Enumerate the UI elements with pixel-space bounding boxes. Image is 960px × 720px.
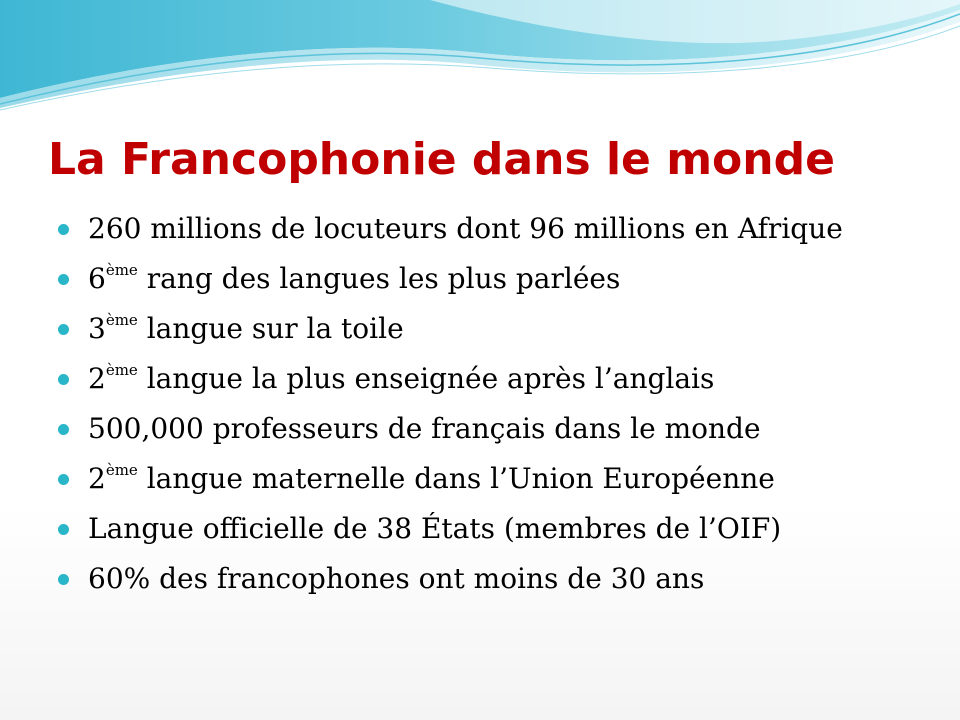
bullet-dot-icon: [58, 324, 69, 335]
bullet-dot-icon: [58, 224, 69, 235]
list-item: [58, 254, 938, 304]
list-item: [58, 304, 938, 354]
slide-title: La Francophonie dans le monde: [48, 134, 835, 185]
list-item: [58, 454, 938, 504]
bullet-text: 2ème langue maternelle dans l’Union Européenne: [88, 461, 775, 495]
list-item: [58, 404, 938, 454]
bullet-list: [58, 204, 938, 604]
bullet-dot-icon: [58, 524, 69, 535]
bullet-text: 500,000 professeurs de français dans le monde: [88, 412, 761, 445]
list-item: [58, 554, 938, 604]
bullet-dot-icon: [58, 424, 69, 435]
bullet-text: 6ème rang des langues les plus parlées: [88, 261, 621, 295]
bullet-dot-icon: [58, 274, 69, 285]
header-wave-decoration: [0, 0, 960, 120]
bullet-text: 3ème langue sur la toile: [88, 311, 404, 345]
bullet-dot-icon: [58, 574, 69, 585]
bullet-text: 2ème langue la plus enseignée après l’anglais: [88, 361, 715, 395]
bullet-text: 60% des francophones ont moins de 30 ans: [88, 562, 705, 595]
list-item: [58, 204, 938, 254]
list-item: [58, 354, 938, 404]
bullet-dot-icon: [58, 474, 69, 485]
bullet-text: 260 millions de locuteurs dont 96 millions en Afrique: [88, 212, 843, 245]
list-item: [58, 504, 938, 554]
bullet-text: Langue officielle de 38 États (membres de l’OIF): [88, 512, 782, 545]
bullet-dot-icon: [58, 374, 69, 385]
